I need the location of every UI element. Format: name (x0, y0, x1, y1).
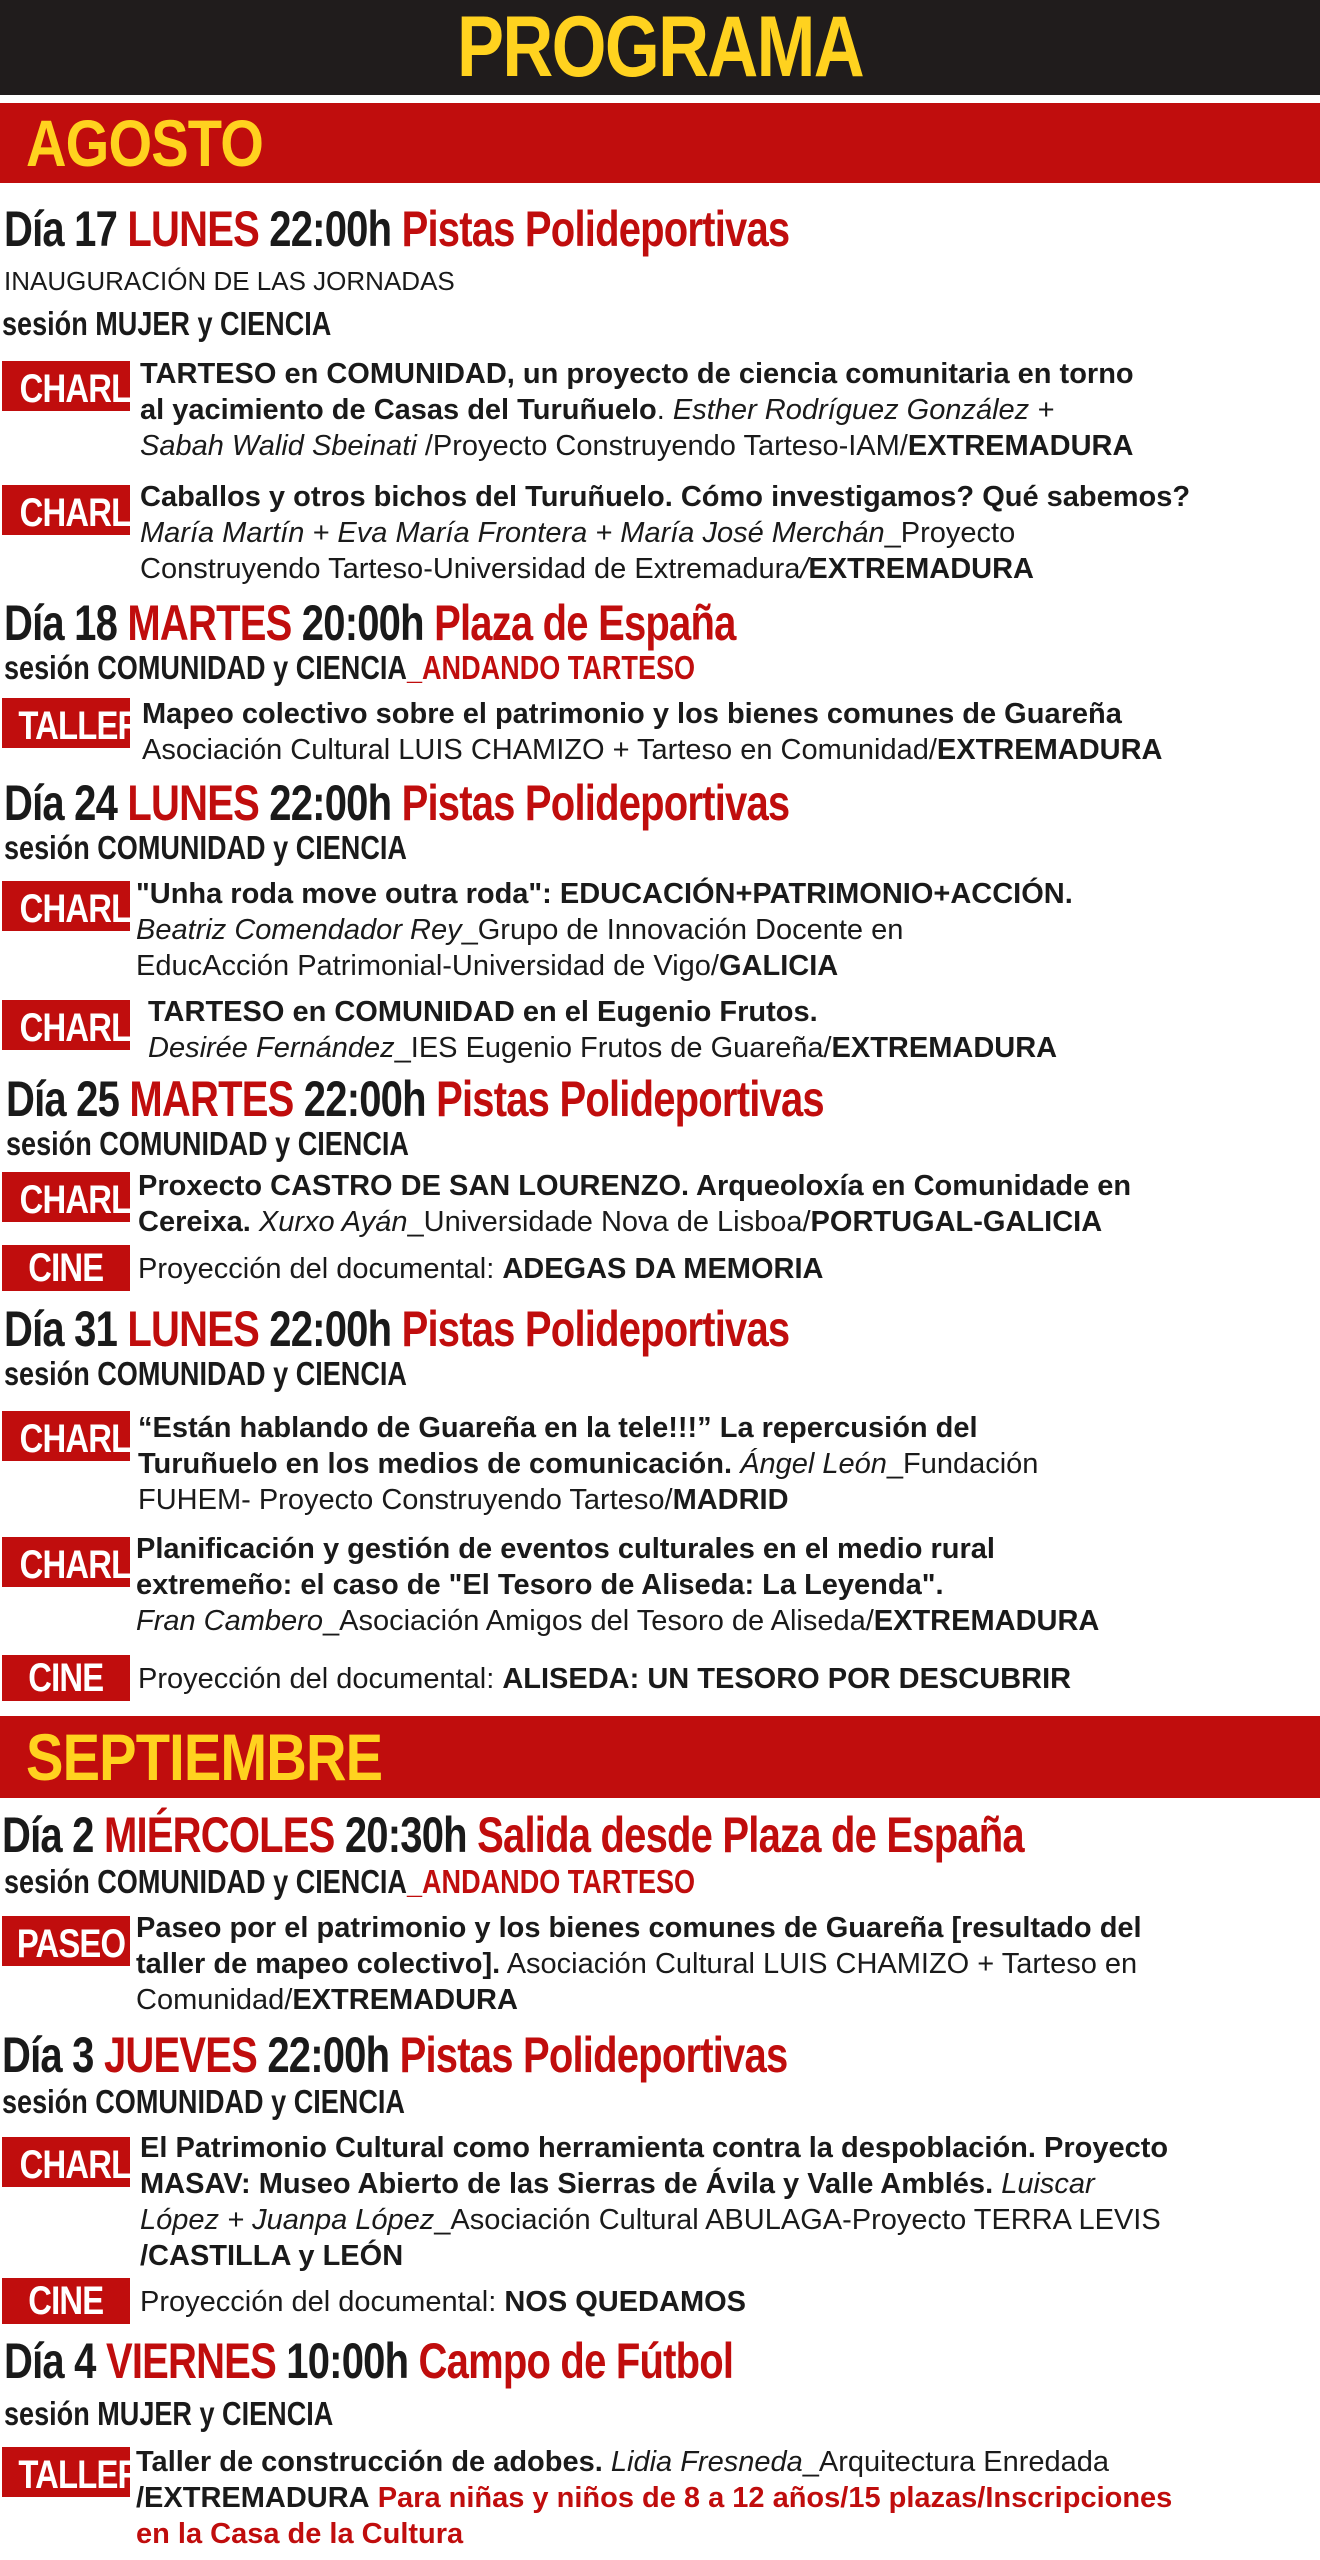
day-place: Pistas Polideportivas (399, 2027, 788, 2083)
event-description: Taller de construcción de adobes. Lidia Fresneda_Arquitectura Enredada /EXTREMADURA Para niñas y niños de 8 a 12 años/15 plazas/Inscripciones en la Casa de la Cultura (136, 2446, 1173, 2550)
day-heading-31 (4, 1298, 789, 1360)
day-heading-24 (4, 772, 789, 834)
badge-charla: CHARLA (2, 1537, 130, 1587)
day-number: Día 25 (6, 1071, 120, 1127)
day-number: Día 31 (4, 1301, 118, 1357)
event-description: Caballos y otros bichos del Turuñuelo. Cómo investigamos? Qué sabemos? María Martín + Eva María Frontera + María José Merchán_Proyecto Construyendo Tarteso-Universidad de Extremadura/EXTREMADURA (140, 481, 1191, 585)
day-place: Campo de Fútbol (418, 2333, 734, 2389)
event-description: Paseo por el patrimonio y los bienes comunes de Guareña [resultado del taller de mapeo colectivo]. Asociación Cultural LUIS CHAMIZO + Tarteso en Comunidad/EXTREMADURA (136, 1912, 1142, 2016)
day-heading-4 (4, 2330, 733, 2392)
event-description: Proyección del documental: NOS QUEDAMOS (140, 2286, 746, 2318)
day-time: 10:00h (286, 2333, 409, 2389)
event-description: Planificación y gestión de eventos culturales en el medio rural extremeño: el caso de "El Tesoro de Aliseda: La Leyenda". Fran Cambero_Asociación Amigos del Tesoro de Aliseda/EXTREMADURA (136, 1533, 1100, 1637)
day-time: 22:00h (269, 1301, 392, 1357)
day-weekday: JUEVES (103, 2027, 257, 2083)
session-label: sesión COMUNIDAD y CIENCIA (4, 1355, 407, 1392)
month-bar-agosto (0, 103, 1320, 183)
session-label: sesión COMUNIDAD y CIENCIA_ANDANDO TARTESO (4, 1863, 696, 1900)
day-heading-18 (4, 592, 736, 654)
badge-taller: TALLER (2, 2447, 130, 2497)
month-label-agosto: AGOSTO (26, 106, 264, 180)
month-label-septiembre: SEPTIEMBRE (26, 1720, 383, 1794)
event-description: Proyección del documental: ADEGAS DA MEMORIA (138, 1253, 824, 1285)
day-time: 20:00h (301, 595, 424, 651)
event-description: TARTESO en COMUNIDAD en el Eugenio Frutos. Desirée Fernández_IES Eugenio Frutos de Guareña/EXTREMADURA (148, 996, 1058, 1064)
day-place: Pistas Polideportivas (401, 201, 790, 257)
badge-cine: CINE (2, 1245, 130, 1291)
day-number: Día 17 (4, 201, 118, 257)
day-weekday: MARTES (127, 595, 292, 651)
day-heading-25 (6, 1068, 824, 1130)
day-weekday: LUNES (127, 775, 259, 831)
day-weekday: MIÉRCOLES (103, 1807, 335, 1863)
badge-taller: TALLER (2, 698, 130, 748)
day-heading-3 (2, 2024, 787, 2086)
badge-charla: CHARLA (2, 2137, 130, 2187)
day-place: Plaza de España (434, 595, 736, 651)
event-description: El Patrimonio Cultural como herramienta contra la despoblación. Proyecto MASAV: Museo Abierto de las Sierras de Ávila y Valle Amblés. Luiscar López + Juanpa López_Asociación Cultural ABULAGA-Proyecto TERRA LEVIS /CASTILLA y LEÓN (140, 2132, 1169, 2272)
event-description: "Unha roda move outra roda": EDUCACIÓN+PATRIMONIO+ACCIÓN. Beatriz Comendador Rey_Grupo de Innovación Docente en EducAcción Patrimonial-Universidad de Vigo/GALICIA (136, 878, 1073, 982)
day-time: 20:30h (344, 1807, 467, 1863)
event-description: Proxecto CASTRO DE SAN LOURENZO. Arqueoloxía en Comunidade en Cereixa. Xurxo Ayán_Universidade Nova de Lisboa/PORTUGAL-GALICIA (138, 1170, 1132, 1238)
day-weekday: VIERNES (105, 2333, 276, 2389)
day-time: 22:00h (267, 2027, 390, 2083)
day-place: Pistas Polideportivas (436, 1071, 824, 1127)
badge-cine: CINE (2, 1655, 130, 1701)
day-place: Pistas Polideportivas (401, 775, 790, 831)
day-number: Día 18 (4, 595, 118, 651)
day-weekday: LUNES (127, 1301, 259, 1357)
intro-text: INAUGURACIÓN DE LAS JORNADAS (4, 266, 455, 296)
page-title: PROGRAMA (456, 0, 864, 95)
day-number: Día 24 (4, 775, 118, 831)
day-number: Día 2 (2, 1807, 94, 1863)
event-description: Mapeo colectivo sobre el patrimonio y los bienes comunes de Guareña Asociación Cultural LUIS CHAMIZO + Tarteso en Comunidad/EXTREMADURA (142, 698, 1163, 766)
session-label: sesión COMUNIDAD y CIENCIA_ANDANDO TARTESO (4, 649, 696, 686)
day-place: Salida desde Plaza de España (477, 1807, 1024, 1863)
badge-charla: CHARLA (2, 1411, 130, 1461)
session-label: sesión MUJER y CIENCIA (2, 305, 332, 342)
badge-cine: CINE (2, 2278, 130, 2324)
session-label: sesión MUJER y CIENCIA (4, 2395, 334, 2432)
session-label: sesión COMUNIDAD y CIENCIA (4, 829, 407, 866)
badge-charla: CHARLA (2, 1000, 130, 1050)
day-weekday: LUNES (127, 201, 259, 257)
day-time: 22:00h (269, 775, 392, 831)
badge-charla: CHARLA (2, 485, 130, 535)
badge-charla: CHARLA (2, 1172, 130, 1222)
day-number: Día 4 (4, 2333, 96, 2389)
month-bar-septiembre (0, 1716, 1320, 1798)
badge-charla: CHARLA (2, 881, 130, 931)
day-number: Día 3 (2, 2027, 94, 2083)
event-description: TARTESO en COMUNIDAD, un proyecto de ciencia comunitaria en torno al yacimiento de Casas del Turuñuelo. Esther Rodríguez González + Sabah Walid Sbeinati /Proyecto Construyendo Tarteso-IAM/EXTREMADURA (140, 358, 1134, 462)
badge-paseo: PASEO (2, 1916, 130, 1966)
day-time: 22:00h (303, 1071, 426, 1127)
day-weekday: MARTES (129, 1071, 294, 1127)
event-description: “Están hablando de Guareña en la tele!!!” La repercusión del Turuñuelo en los medios de comunicación. Ángel León_Fundación FUHEM- Proyecto Construyendo Tarteso/MADRID (138, 1412, 1039, 1516)
day-heading-17 (4, 198, 789, 260)
badge-charla: CHARLA (2, 361, 130, 411)
event-description: Proyección del documental: ALISEDA: UN TESORO POR DESCUBRIR (138, 1663, 1072, 1695)
day-heading-2 (2, 1804, 1024, 1866)
session-label: sesión COMUNIDAD y CIENCIA (2, 2083, 405, 2120)
day-time: 22:00h (269, 201, 392, 257)
session-label: sesión COMUNIDAD y CIENCIA (6, 1125, 409, 1162)
day-place: Pistas Polideportivas (401, 1301, 790, 1357)
